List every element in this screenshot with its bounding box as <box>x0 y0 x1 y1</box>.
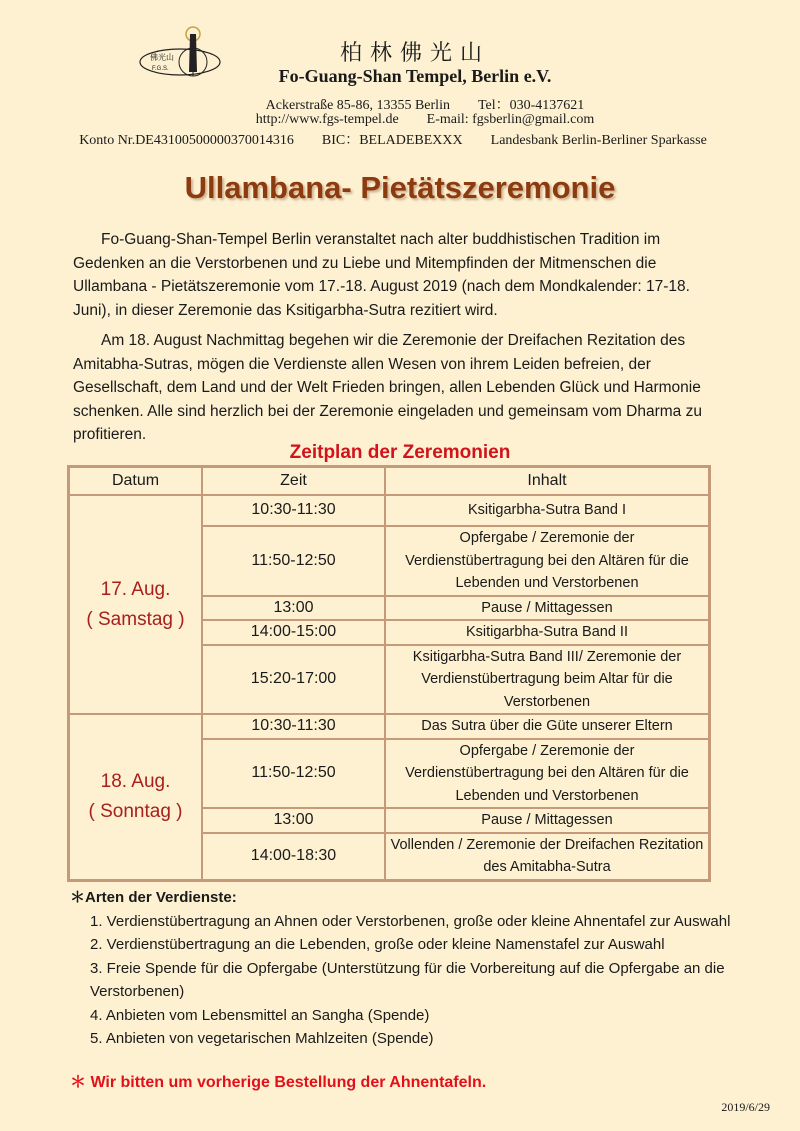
time-cell: 13:00 <box>202 596 385 621</box>
weekday: ( Samstag ) <box>86 608 185 630</box>
time-cell: 13:00 <box>202 808 385 833</box>
address: Ackerstraße 85-86, 13355 Berlin <box>265 98 450 113</box>
date: 17. Aug. <box>100 578 171 600</box>
intro-paragraph: Am 18. August Nachmittag begehen wir die Zeremonie der Dreifachen Rezitation des Amitabha-Sutras, mögen die Verdienste allen Wesen von ihrem Leiden befreien, der Gesellschaft, dem Land und der Welt Frieden bringen, allen Lebenden Glück und Harmonie schenken. Alle sind herzlich bei der Zeremonie eingeladen und gemeinsam vom Dharma zu profitieren. <box>73 332 702 443</box>
table-row <box>69 714 709 739</box>
content-cell: Das Sutra über die Güte unserer Eltern <box>385 714 709 739</box>
time-cell: 11:50-12:50 <box>202 526 385 596</box>
merit-heading: ＊Arten der Verdienste: <box>70 889 237 906</box>
svg-text:F.G.S.: F.G.S. <box>152 66 169 72</box>
schedule-title: Zeitplan der Zeremonien <box>289 442 511 463</box>
merit-item: 5. Anbieten von vegetarischen Mahlzeiten (Spende) <box>90 1030 434 1047</box>
svg-text:佛光山: 佛光山 <box>150 53 174 62</box>
bic: BIC：BELADEBEXXX <box>321 133 463 148</box>
contact-line <box>0 112 800 128</box>
date: 18. Aug. <box>100 770 171 792</box>
merit-item: 4. Anbieten vom Lebensmittel an Sangha (Spende) <box>90 1006 430 1024</box>
header-datum: Datum <box>69 467 202 495</box>
merit-types <box>70 886 770 1051</box>
document-date: 2019/6/29 <box>721 1100 770 1114</box>
schedule-table <box>67 465 711 882</box>
time-cell: 10:30-11:30 <box>202 714 385 739</box>
content-cell: Ksitigarbha-Sutra Band III/ Zeremonie der Verdienstübertragung beim Altar für die Verstorbenen <box>385 645 709 715</box>
email: E-mail: fgsberlin@gmail.com <box>426 112 595 127</box>
bank-line <box>0 129 800 149</box>
content-cell: Vollenden / Zeremonie der Dreifachen Rezitation des Amitabha-Sutra <box>385 833 709 880</box>
address-line <box>0 94 800 114</box>
time-cell: 15:20-17:00 <box>202 645 385 715</box>
weekday: ( Sonntag ) <box>88 800 183 822</box>
merit-item: 1. Verdienstübertragung an Ahnen oder Verstorbenen, große oder kleine Ahnentafel zur Auswahl <box>90 912 731 930</box>
content-cell: Ksitigarbha-Sutra Band II <box>385 620 709 645</box>
tel: Tel：030-4137621 <box>477 98 585 113</box>
org-name: Fo-Guang-Shan Tempel, Berlin e.V. <box>278 66 552 86</box>
time-cell: 14:00-18:30 <box>202 833 385 880</box>
content-cell: Opfergabe / Zeremonie der Verdienstübertragung bei den Altären für die Lebenden und Verstorbenen <box>385 526 709 596</box>
date-cell <box>69 714 202 880</box>
table-header-row <box>69 467 709 495</box>
date-cell <box>69 495 202 714</box>
header-inhalt: Inhalt <box>385 467 709 495</box>
chinese-name: 柏林佛光山 <box>339 41 490 66</box>
konto: Konto Nr.DE43100500000370014316 <box>79 133 294 148</box>
merit-item: 2. Verdienstübertragung an die Lebenden, große oder kleine Namenstafel zur Auswahl <box>90 936 665 953</box>
merit-item: 3. Freie Spende für die Opfergabe (Unterstützung für die Vorbereitung auf die Opfergabe an die Verstorbenen) <box>90 959 725 1000</box>
page-title: Ullambana- Pietätszeremonie <box>184 170 616 205</box>
content-cell: Ksitigarbha-Sutra Band I <box>385 495 709 526</box>
time-cell: 11:50-12:50 <box>202 739 385 809</box>
header-zeit: Zeit <box>202 467 385 495</box>
time-cell: 14:00-15:00 <box>202 620 385 645</box>
content-cell: Pause / Mittagessen <box>385 808 709 833</box>
website: http://www.fgs-tempel.de <box>255 112 399 127</box>
table-row <box>69 495 709 526</box>
content-cell: Opfergabe / Zeremonie der Verdienstübertragung bei den Altären für die Lebenden und Verstorbenen <box>385 739 709 809</box>
content-cell: Pause / Mittagessen <box>385 596 709 621</box>
intro-paragraph: Fo-Guang-Shan-Tempel Berlin veranstaltet nach alter buddhistischen Tradition im Gedenken an die Verstorbenen und zu Liebe und Mitempfinden der Mitmenschen die Ullambana - Pietätszeremonie vom 17.-18. August 2019 (nach dem Mondkalender: 17-18. Juni), in dieser Zeremonie das Ksitigarbha-Sutra rezitiert wird. <box>73 231 690 319</box>
order-request: ＊ Wir bitten um vorherige Bestellung der Ahnentafeln. <box>70 1074 487 1091</box>
time-cell: 10:30-11:30 <box>202 495 385 526</box>
bank: Landesbank Berlin-Berliner Sparkasse <box>490 133 707 148</box>
